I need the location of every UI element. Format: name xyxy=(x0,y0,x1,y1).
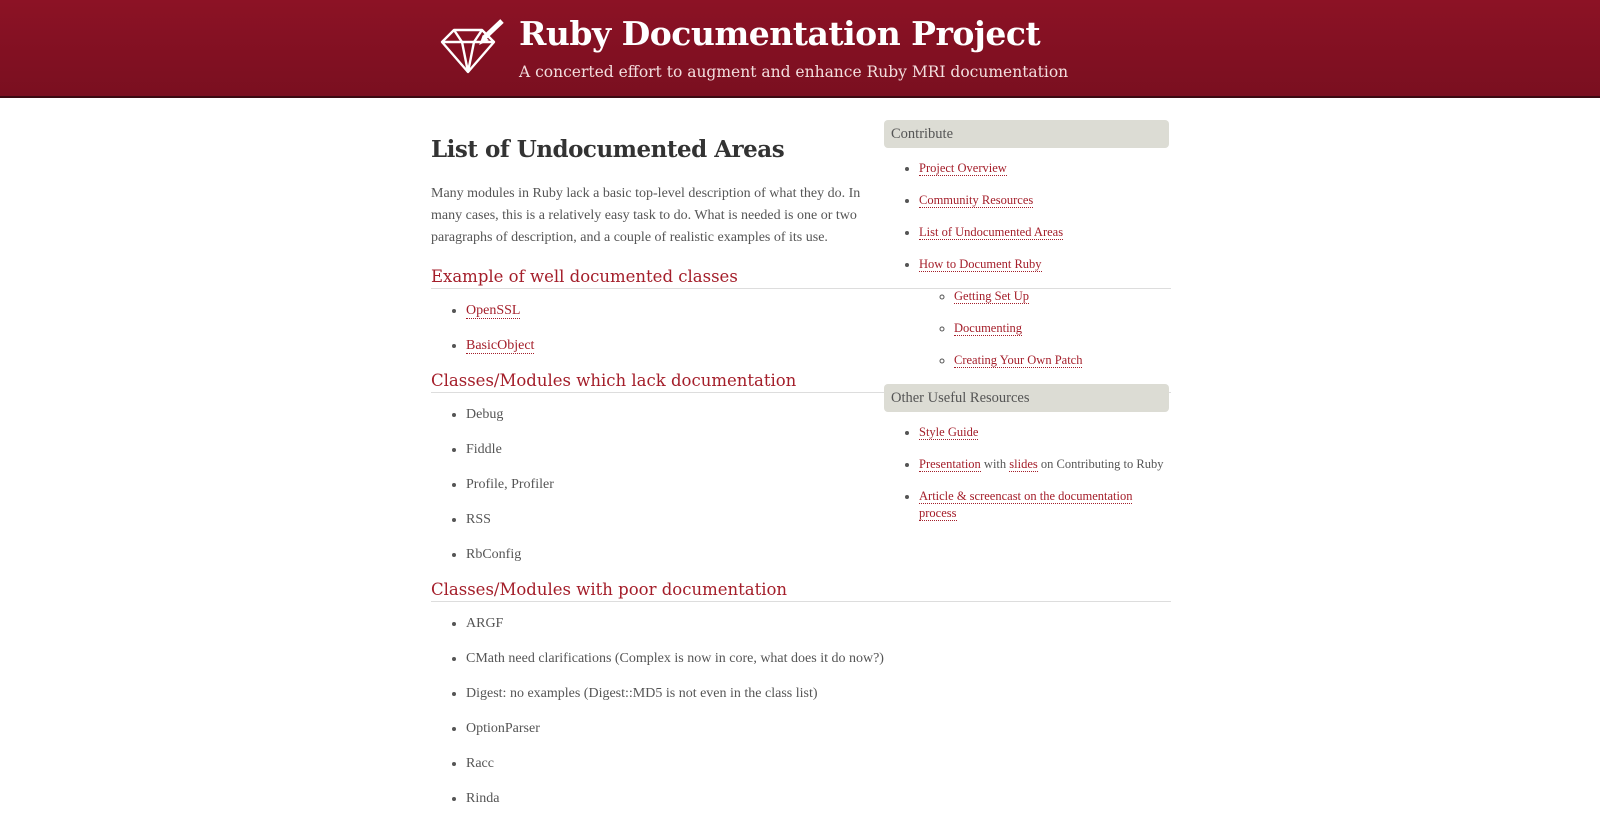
link-style-guide[interactable]: Style Guide xyxy=(919,425,979,439)
list-item xyxy=(954,352,1169,369)
link-slides[interactable]: slides xyxy=(1009,457,1038,471)
link-undocumented-areas[interactable]: List of Undocumented Areas xyxy=(919,225,1064,239)
site-title[interactable]: Ruby Documentation Project xyxy=(519,14,1041,53)
list-item xyxy=(919,224,1169,241)
list-item xyxy=(919,424,1169,441)
link-project-overview[interactable]: Project Overview xyxy=(919,161,1007,175)
site-header xyxy=(0,0,1600,98)
link-openssl[interactable]: OpenSSL xyxy=(466,303,521,318)
presentation-suffix-text: on Contributing to Ruby xyxy=(1040,457,1164,471)
with-text: with xyxy=(983,457,1007,471)
list-item: • OptionParser xyxy=(466,719,1171,738)
list-item xyxy=(954,320,1169,337)
list-item: • Digest: no examples (Digest::MD5 is not even in the class list) xyxy=(466,684,1171,703)
link-presentation[interactable]: Presentation xyxy=(919,457,981,471)
intro-paragraph: Many modules in Ruby lack a basic top-level description of what they do. In many cases, this is a relatively easy task to do. What is needed is one or two paragraphs of description, and a couple of realistic examples of its use. xyxy=(431,186,861,245)
resources-links xyxy=(884,424,1169,522)
list-item: • Debug xyxy=(466,405,1171,424)
poor-documentation-list xyxy=(431,614,1171,808)
section-heading-lack-documentation: Classes/Modules which lack documentation xyxy=(431,371,1171,393)
link-how-to-document[interactable]: How to Document Ruby xyxy=(919,257,1042,271)
contribute-links xyxy=(884,160,1169,369)
list-item xyxy=(919,160,1169,177)
site-subtitle: A concerted effort to augment and enhance Ruby MRI documentation xyxy=(519,63,1069,81)
section-heading-poor-documentation: Classes/Modules with poor documentation xyxy=(431,580,1171,602)
link-community-resources[interactable]: Community Resources xyxy=(919,193,1034,207)
resources-heading: Other Useful Resources xyxy=(884,384,1169,412)
list-item: • Fiddle xyxy=(466,440,1171,459)
list-item: • Rinda xyxy=(466,789,1171,808)
list-item xyxy=(919,488,1169,522)
link-documenting[interactable]: Documenting xyxy=(954,321,1023,335)
list-item: • RbConfig xyxy=(466,545,1171,564)
contribute-heading: Contribute xyxy=(884,120,1169,148)
link-basicobject[interactable]: BasicObject xyxy=(466,338,535,353)
section-heading-well-documented: Example of well documented classes xyxy=(431,267,1171,289)
list-item: • Racc xyxy=(466,754,1171,773)
list-item xyxy=(919,192,1169,209)
how-to-document-sublinks xyxy=(919,288,1169,369)
page-title: List of Undocumented Areas xyxy=(431,136,785,163)
list-item xyxy=(954,288,1169,305)
link-getting-set-up[interactable]: Getting Set Up xyxy=(954,289,1029,303)
list-item: • RSS xyxy=(466,510,1171,529)
ruby-gem-logo-icon[interactable] xyxy=(438,18,510,76)
sidebar xyxy=(884,120,1169,537)
link-article-screencast[interactable]: Article & screencast on the documentation process xyxy=(919,489,1133,520)
list-item: • ARGF xyxy=(466,614,1171,633)
list-item: • CMath need clarifications (Complex is now in core, what does it do now?) xyxy=(466,649,1171,668)
list-item: • Profile, Profiler xyxy=(466,475,1171,494)
list-item xyxy=(919,456,1169,473)
list-item xyxy=(919,256,1169,369)
link-creating-patch[interactable]: Creating Your Own Patch xyxy=(954,353,1083,367)
